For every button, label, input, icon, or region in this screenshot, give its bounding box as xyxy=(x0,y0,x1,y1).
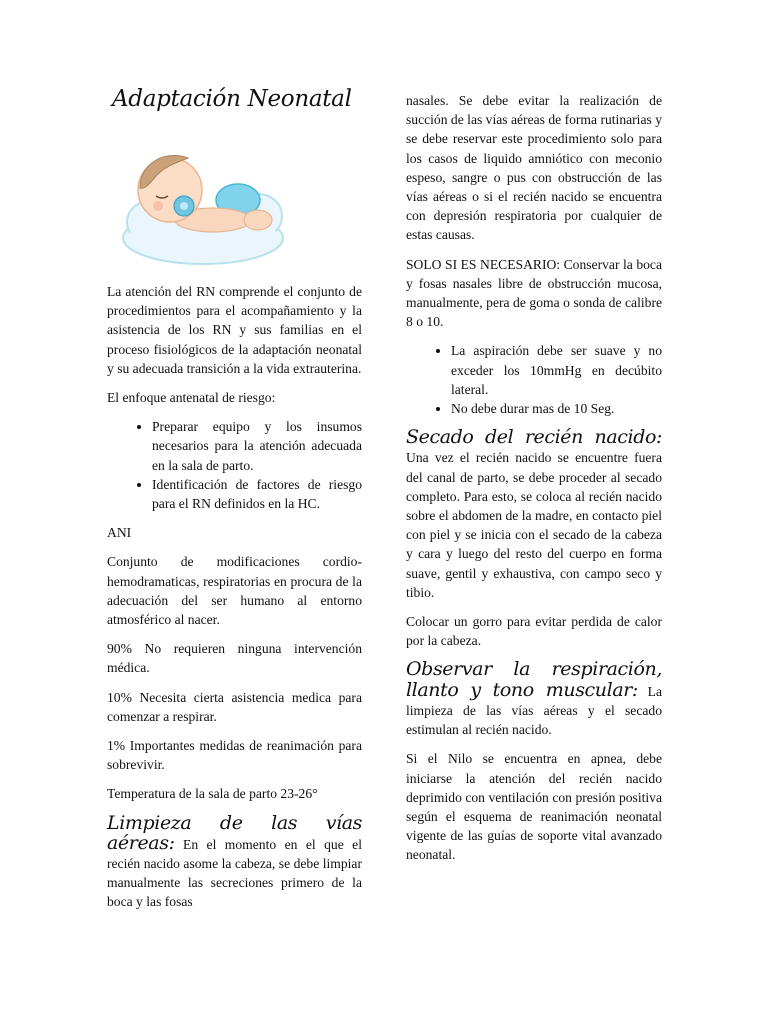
left-column xyxy=(107,0,362,922)
continued-paragraph: nasales. Se debe evitar la realización de succión de las vías aéreas de forma rutinarias y se debe reservar este procedimiento solo para los casos de liquido amniótico con meconio espeso, sangre o pus con obstrucción de las vías aéreas o si el recién nacido se encuentra con depresión respiratoria por cualquier de estas causas. xyxy=(406,93,662,243)
list-item: • No debe durar mas de 10 Seg. xyxy=(451,399,662,418)
section-text: La limpieza de las vías aéreas y el secado estimulan al recién nacido. xyxy=(406,683,662,738)
drying-section xyxy=(406,428,662,602)
aspiration-list xyxy=(406,341,662,418)
temperature-note: Temperatura de la sala de parto 23-26° xyxy=(107,786,318,802)
airway-section xyxy=(107,811,362,912)
observe-section xyxy=(406,660,662,739)
list-item: • Identificación de factores de riesgo para el RN definidos en la HC. xyxy=(152,475,362,513)
stat-paragraph: 90% No requieren ninguna intervención médica. xyxy=(107,641,362,676)
risk-label: El enfoque antenatal de riesgo: xyxy=(107,390,276,406)
apnea-paragraph: Si el Nilo se encuentra en apnea, debe iniciarse la atención del recién nacido deprimido con ventilación con presión positiva según el esquema de reanimación neonatal vigente de las guías de soporte vital avanzado neonatal. xyxy=(406,751,662,863)
list-item: • Preparar equipo y los insumos necesarios para la atención adecuada en la sala de parto. xyxy=(152,417,362,475)
list-item: • La aspiración debe ser suave y no exceder los 10mmHg en decúbito lateral. xyxy=(451,341,662,399)
risk-list xyxy=(107,417,362,513)
intro-paragraph: La atención del RN comprende el conjunto de procedimientos para el acompañamiento y la asistencia de los RN y sus familias en el proceso fisiológicos de la adaptación neonatal y su adecuada transición a la vida extrauterina. xyxy=(107,284,362,376)
section-heading: Limpieza de las vías aéreas: xyxy=(107,811,362,854)
right-column xyxy=(406,0,662,875)
cap-paragraph: Colocar un gorro para evitar perdida de calor por la cabeza. xyxy=(406,614,662,649)
ani-definition: Conjunto de modificaciones cordio-hemodramaticas, respiratorias en procura de la adecuación del ser humano al entorno atmosférico al nacer. xyxy=(107,554,362,628)
ani-label: ANI xyxy=(107,525,132,541)
stat-paragraph: 10% Necesita cierta asistencia medica para comenzar a respirar. xyxy=(107,689,362,724)
section-heading: Observar la respiración, llanto y tono muscular: xyxy=(406,658,662,701)
section-text: En el momento en el que el recién nacido asome la cabeza, se debe limpiar manualmente las secreciones primero de la boca y las fosas xyxy=(107,836,362,910)
solo-paragraph: SOLO SI ES NECESARIO: Conservar la boca y fosas nasales libre de obstrucción mucosa, manualmente, pera de goma o sonda de calibre 8 o 10. xyxy=(406,256,662,330)
section-text: Una vez el recién nacido se encuentre fuera del canal de parto, se debe proceder al secado completo. Para esto, se coloca al recién nacido sobre el abdomen de la madre, en contacto piel con piel y se inicia con el secado de la cabeza y cara y luego del resto del cuerpo en forma suave, gentil y exhaustiva, con campo seco y tibio. xyxy=(406,450,662,600)
page-title: Adaptación Neonatal xyxy=(112,86,352,112)
stat-paragraph: 1% Importantes medidas de reanimación para sobrevivir. xyxy=(107,738,362,773)
section-heading: Secado del recién nacido: xyxy=(406,426,662,449)
